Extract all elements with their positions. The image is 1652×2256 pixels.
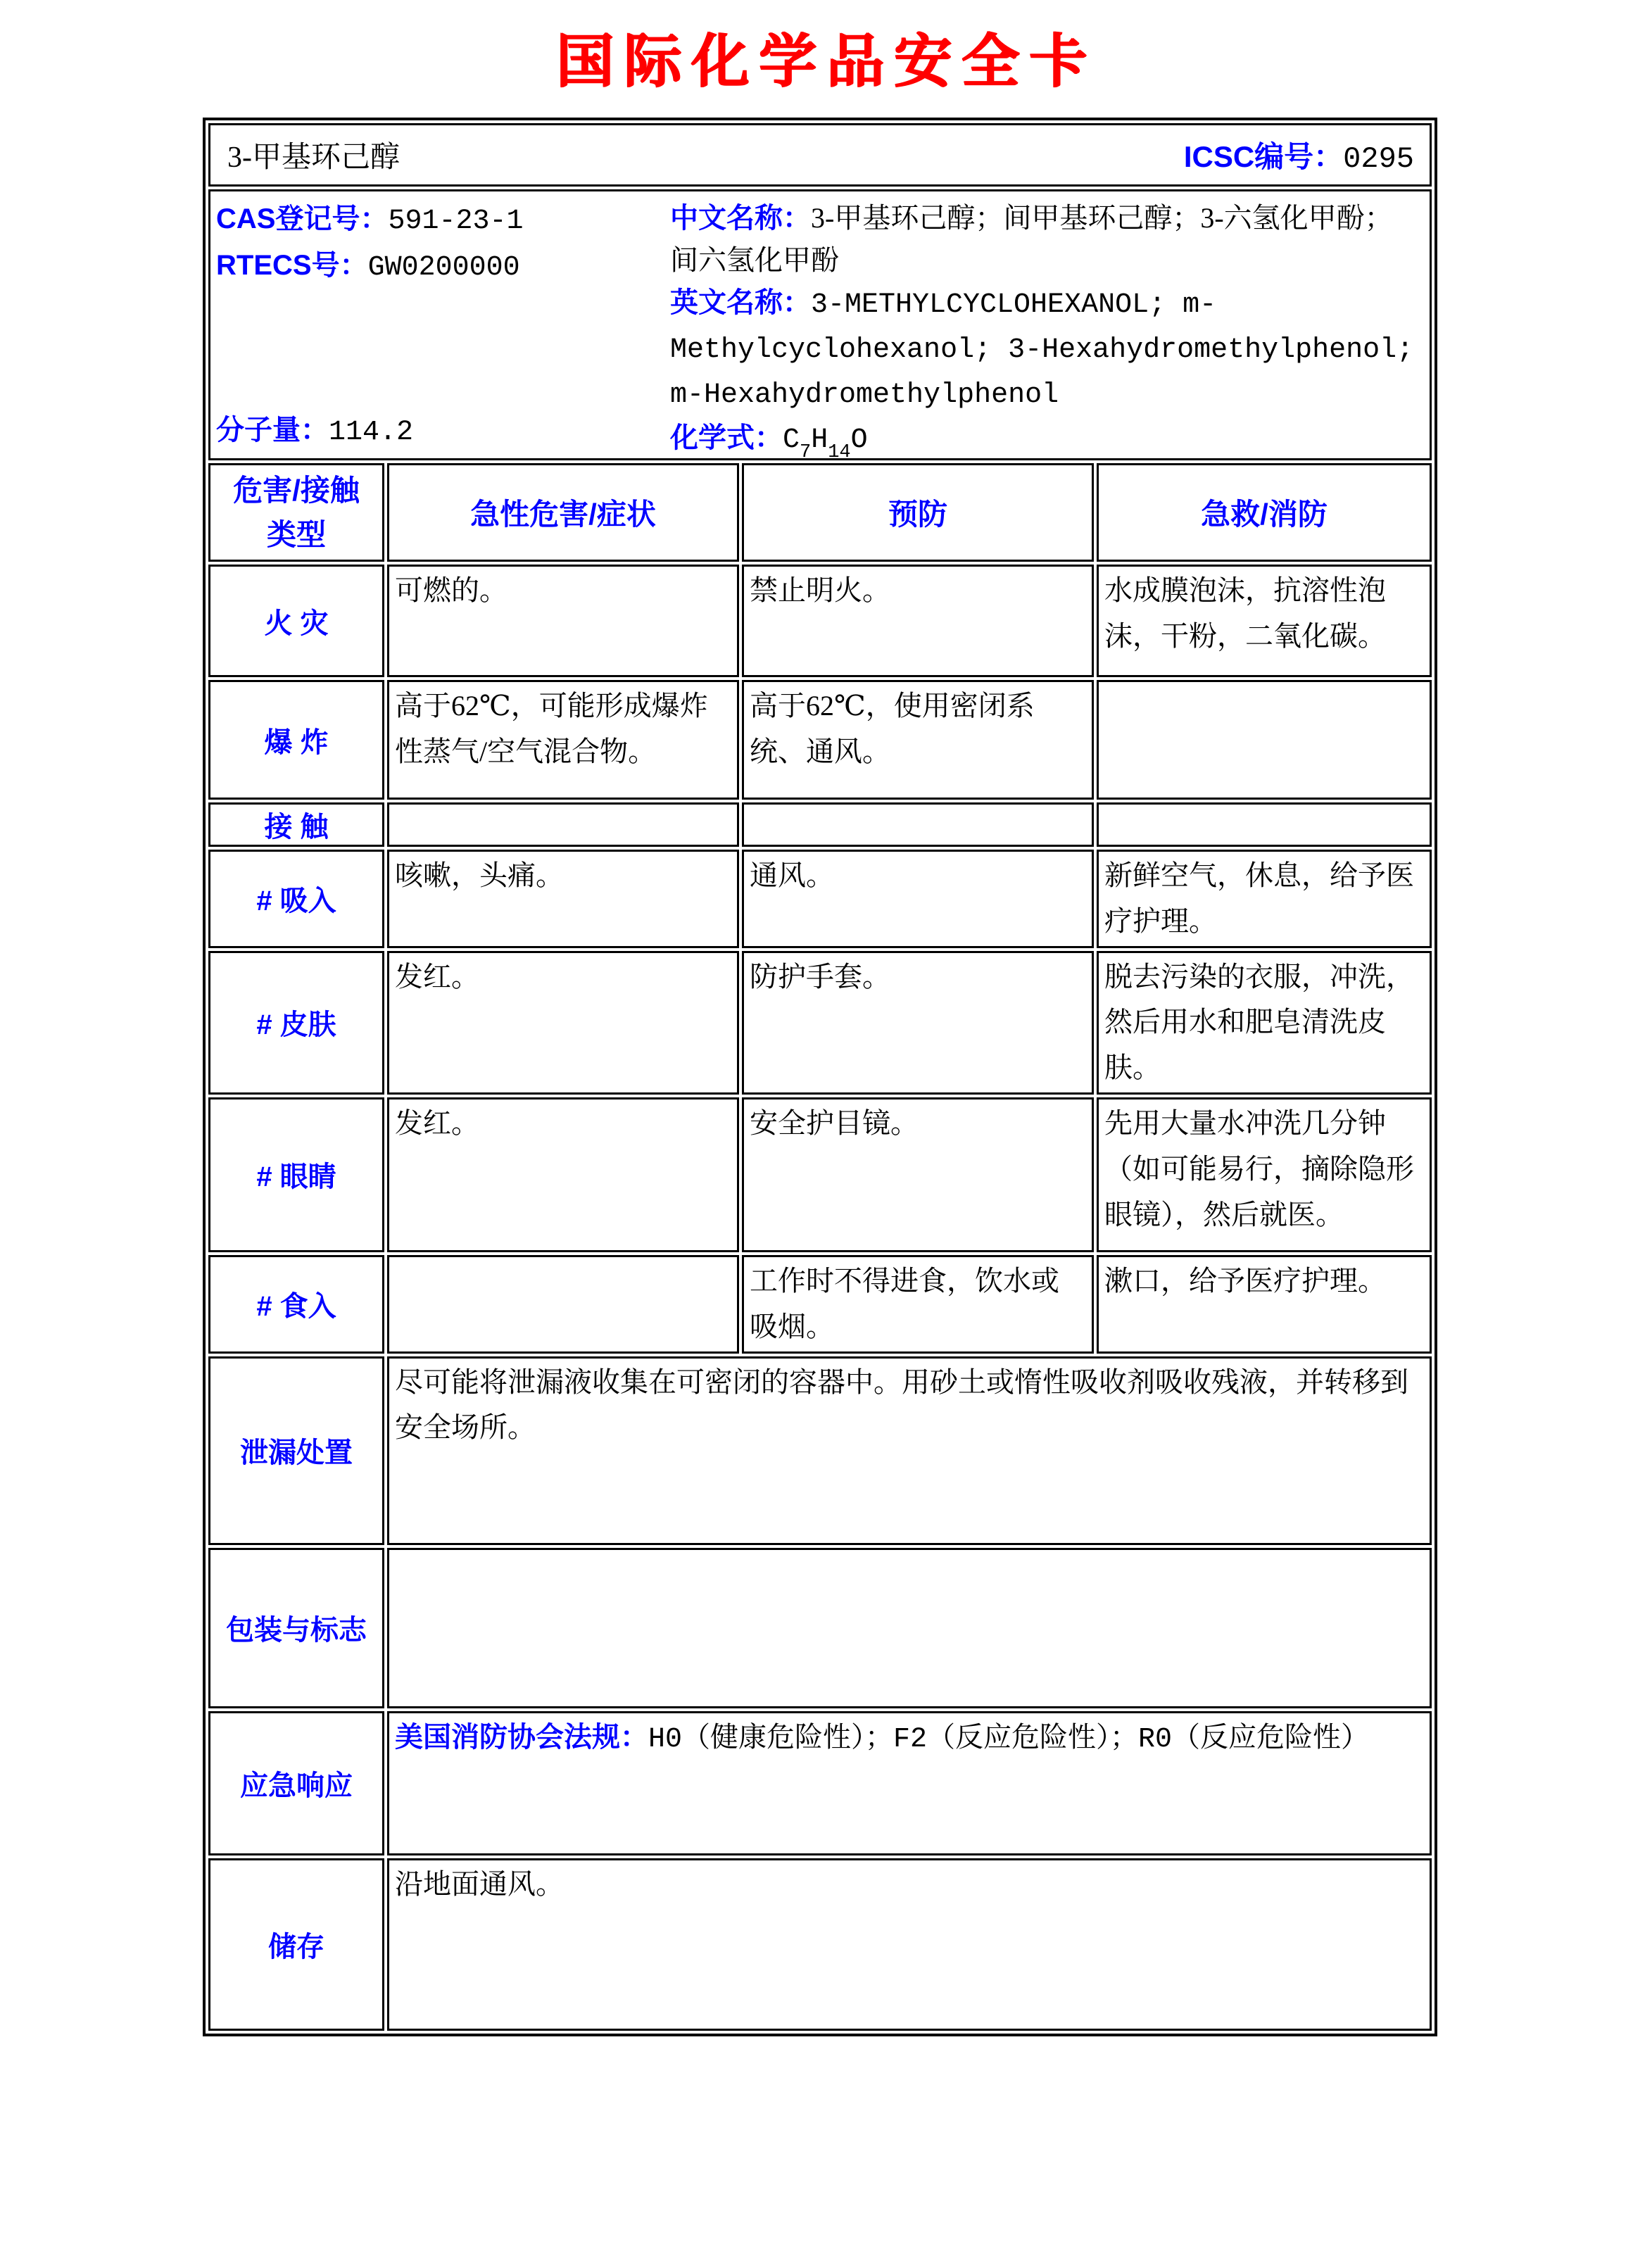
ingestion-row	[208, 1255, 1432, 1354]
cas-label: CAS登记号：	[216, 203, 389, 234]
inhalation-row	[208, 850, 1432, 948]
emergency-response-content	[387, 1711, 1432, 1855]
emergency-response-row	[208, 1711, 1432, 1855]
fire-response-cell: 水成膜泡沫，抗溶性泡沫，干粉，二氧化碳。	[1097, 565, 1432, 677]
chinese-name-value: 3-甲基环己醇；间甲基环己醇；3-六氢化甲酚；间六氢化甲酚	[670, 202, 1393, 276]
icsc-number-value: 0295	[1343, 142, 1414, 176]
formula-label: 化学式：	[670, 422, 783, 453]
card-header-cell	[208, 123, 1432, 187]
hazard-header-row	[208, 463, 1432, 562]
fire-prevention-cell: 禁止明火。	[742, 565, 1094, 677]
eyes-response-cell: 先用大量水冲洗几分钟（如可能易行，摘除隐形眼镜），然后就医。	[1097, 1097, 1432, 1252]
ingestion-prevention-cell: 工作时不得进食，饮水或吸烟。	[742, 1255, 1094, 1354]
packaging-content	[387, 1548, 1432, 1708]
fire-label: 火 灾	[208, 565, 384, 677]
ingestion-label: # 食入	[208, 1255, 384, 1354]
inhalation-symptoms-cell: 咳嗽，头痛。	[387, 850, 739, 948]
storage-content: 沿地面通风。	[387, 1858, 1432, 2031]
ingestion-symptoms-cell	[387, 1255, 739, 1354]
header-prevention: 预防	[742, 463, 1094, 562]
skin-row	[208, 951, 1432, 1095]
molecular-weight-value: 114.2	[329, 417, 414, 448]
identifiers-left-column	[216, 197, 670, 455]
english-name-line	[670, 282, 1420, 417]
explosion-response-cell	[1097, 680, 1432, 800]
ingestion-response-cell: 漱口，给予医疗护理。	[1097, 1255, 1432, 1354]
contact-symptoms-cell	[387, 802, 739, 847]
chemical-name: 3-甲基环己醇	[227, 141, 400, 174]
skin-response-cell: 脱去污染的衣服，冲洗，然后用水和肥皂清洗皮肤。	[1097, 951, 1432, 1095]
inhalation-label: # 吸入	[208, 850, 384, 948]
card-header-row	[208, 123, 1432, 187]
header-first-aid: 急救/消防	[1097, 463, 1432, 562]
rtecs-line	[216, 244, 670, 290]
packaging-row	[208, 1548, 1432, 1708]
skin-label: # 皮肤	[208, 951, 384, 1095]
header-hazard-type: 危害/接触类型	[208, 463, 384, 562]
fire-row	[208, 565, 1432, 677]
icsc-card-table	[203, 118, 1437, 2036]
explosion-prevention-cell: 高于62℃，使用密闭系统、通风。	[742, 680, 1094, 800]
identifiers-right-column	[670, 197, 1424, 460]
spill-disposal-label: 泄漏处置	[208, 1356, 384, 1545]
contact-response-cell	[1097, 802, 1432, 847]
skin-prevention-cell: 防护手套。	[742, 951, 1094, 1095]
spill-disposal-content: 尽可能将泄漏液收集在可密闭的容器中。用砂土或惰性吸收剂吸收残液，并转移到安全场所。	[387, 1356, 1432, 1545]
cas-value: 591-23-1	[388, 206, 524, 237]
cas-line	[216, 197, 670, 244]
contact-label: 接 触	[208, 802, 384, 847]
header-acute-symptoms: 急性危害/症状	[387, 463, 739, 562]
contact-row	[208, 802, 1432, 847]
skin-symptoms-cell: 发红。	[387, 951, 739, 1095]
fire-symptoms-cell: 可燃的。	[387, 565, 739, 677]
packaging-label: 包装与标志	[208, 1548, 384, 1708]
identifiers-cell	[208, 189, 1432, 460]
molecular-weight-line	[216, 408, 670, 455]
emergency-response-label: 应急响应	[208, 1711, 384, 1855]
chinese-name-line	[670, 197, 1420, 282]
eyes-label: # 眼睛	[208, 1097, 384, 1252]
english-name-label: 英文名称：	[670, 287, 811, 318]
inhalation-prevention-cell: 通风。	[742, 850, 1094, 948]
formula-line	[670, 417, 1420, 460]
rtecs-value: GW0200000	[367, 252, 520, 284]
explosion-symptoms-cell: 高于62℃，可能形成爆炸性蒸气/空气混合物。	[387, 680, 739, 800]
nfpa-code-label: 美国消防协会法规：	[395, 1721, 648, 1753]
explosion-label: 爆 炸	[208, 680, 384, 800]
chinese-name-label: 中文名称：	[670, 203, 811, 234]
icsc-number-label: ICSC编号：	[1183, 140, 1344, 173]
english-name-value: 3-METHYLCYCLOHEXANOL; m-Methylcyclohexanol; 3-Hexahydromethylphenol; m-Hexahydromethylphenol	[670, 289, 1414, 411]
page-title: 国际化学品安全卡	[555, 30, 1097, 94]
explosion-row	[208, 680, 1432, 800]
contact-prevention-cell	[742, 802, 1094, 847]
storage-row	[208, 1858, 1432, 2031]
storage-label: 储存	[208, 1858, 384, 2031]
identifiers-row	[208, 189, 1432, 460]
eyes-prevention-cell: 安全护目镜。	[742, 1097, 1094, 1252]
eyes-row	[208, 1097, 1432, 1252]
spill-disposal-row	[208, 1356, 1432, 1545]
nfpa-code-value: H0（健康危险性）；F2（反应危险性）；R0（反应危险性）	[648, 1723, 1370, 1756]
molecular-weight-label: 分子量：	[216, 415, 329, 446]
formula-value: $C_7H_{14}O$	[783, 424, 868, 460]
icsc-number-group	[1184, 134, 1414, 176]
inhalation-response-cell: 新鲜空气，休息，给予医疗护理。	[1097, 850, 1432, 948]
eyes-symptoms-cell: 发红。	[387, 1097, 739, 1252]
rtecs-label: RTECS号：	[216, 250, 368, 281]
